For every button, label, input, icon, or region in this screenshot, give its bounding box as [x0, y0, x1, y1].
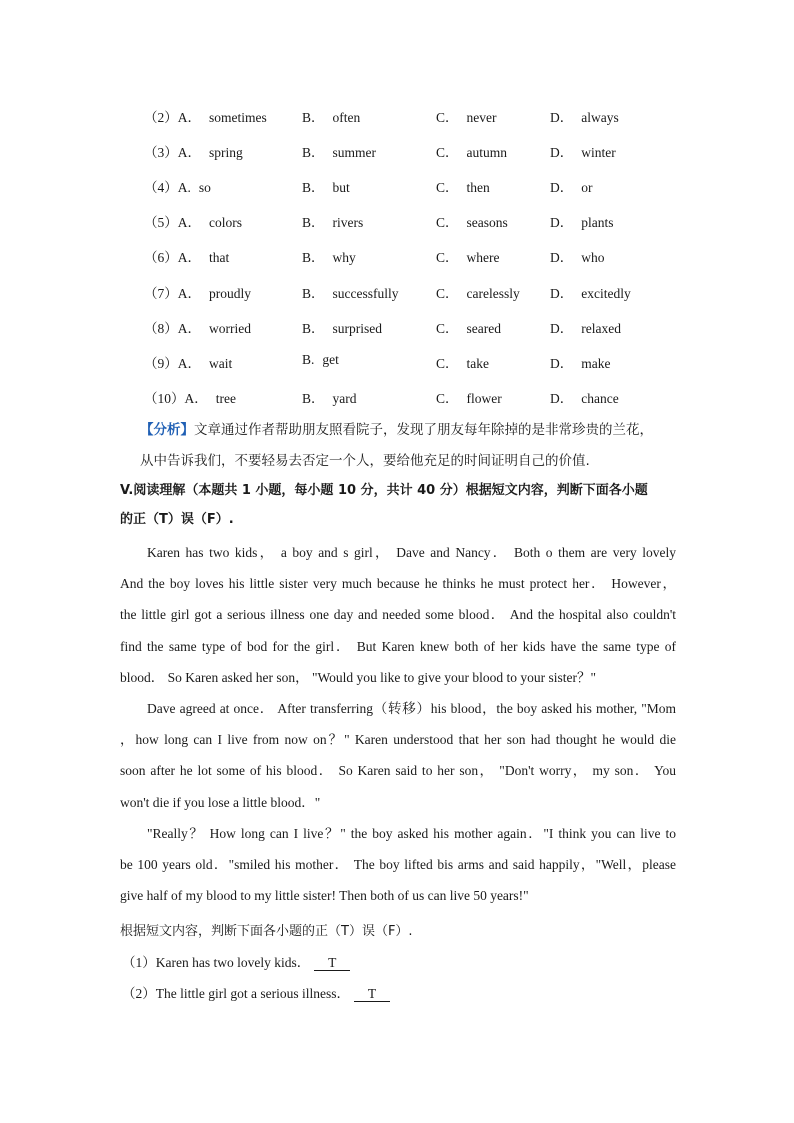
- option-d-text: excitedly: [581, 285, 631, 301]
- option-b-letter: B．: [302, 320, 325, 336]
- option-b-text: yard: [332, 390, 357, 406]
- passage-line: And the boy loves his little sister very much because he thinks he must protect her． However，: [120, 576, 676, 592]
- option-c: [436, 246, 500, 266]
- option-c: [436, 211, 508, 231]
- option-a: [144, 282, 251, 302]
- option-d-letter: D．: [550, 390, 574, 406]
- option-a: [144, 141, 243, 161]
- passage-line: Karen has two kids， a boy and s girl， Dave and Nancy． Both o them are very lovely: [147, 545, 676, 560]
- option-a: [144, 106, 267, 126]
- option-a-letter: （5）A．: [144, 215, 201, 231]
- option-a: [144, 387, 236, 407]
- option-d-letter: D．: [550, 110, 574, 125]
- option-b-text: summer: [332, 145, 377, 161]
- option-a-text: that: [209, 250, 230, 266]
- section-heading-line-2: 的正（T）误（F）.: [120, 512, 234, 527]
- passage-line: blood． So Karen asked her son， "Would you like to give your blood to your sister？": [120, 669, 597, 685]
- question-2: [122, 982, 390, 1002]
- option-c: [436, 387, 502, 407]
- option-c-letter: C．: [436, 320, 459, 336]
- option-d-text: chance: [581, 390, 619, 406]
- option-d-text: winter: [581, 145, 616, 161]
- question-1: [122, 951, 350, 971]
- option-d: [550, 106, 619, 126]
- analysis-tag: 【分析】: [140, 422, 194, 438]
- option-c-text: seared: [466, 320, 501, 336]
- option-b-letter: B.: [302, 351, 315, 367]
- option-b: [302, 387, 357, 407]
- option-a: [144, 176, 211, 196]
- option-c: [436, 317, 501, 337]
- passage-line: the little girl got a serious illness one day and needed some blood． And the hospital also couldn't: [120, 607, 676, 623]
- option-d: [550, 317, 621, 337]
- option-b-text: why: [332, 250, 356, 266]
- option-d-text: relaxed: [581, 320, 621, 336]
- question-text: （2）The little girl got a serious illness．: [122, 986, 350, 1001]
- section-heading: [120, 476, 680, 534]
- option-b-text: surprised: [332, 320, 383, 336]
- passage-line: be 100 years old．"smiled his mother． The boy lifted bis arms and said happily，"Well，please: [120, 857, 676, 873]
- option-d-letter: D．: [550, 250, 574, 266]
- option-b-text: get: [322, 351, 339, 367]
- option-c-letter: C．: [436, 215, 459, 231]
- option-d-text: or: [581, 180, 593, 196]
- option-d: [550, 176, 593, 196]
- passage-line: give half of my blood to my little sister! Then both of us can live 50 years!": [120, 888, 529, 904]
- option-b-letter: B．: [302, 110, 325, 125]
- option-c-letter: C．: [436, 390, 459, 406]
- option-d: [550, 352, 611, 372]
- option-a-letter: （8）A．: [144, 320, 201, 336]
- passage-line: ，how long can I live from now on？" Karen understood that her son had thought he would die: [120, 732, 676, 748]
- option-b-letter: B．: [302, 215, 325, 231]
- question-text: （1）Karen has two lovely kids．: [122, 955, 311, 970]
- option-a-text: spring: [209, 145, 243, 161]
- option-d-text: make: [581, 355, 611, 371]
- option-c-letter: C．: [436, 285, 459, 301]
- analysis-line-1: 文章通过作者帮助朋友照看院子，发现了朋友每年除掉的是非常珍贵的兰花，: [194, 422, 653, 438]
- option-a-text: worried: [209, 320, 251, 336]
- option-d-letter: D．: [550, 215, 574, 231]
- option-b-text: successfully: [332, 285, 399, 301]
- option-c: [436, 141, 507, 161]
- option-b-letter: B．: [302, 250, 325, 266]
- passage-line: soon after he lot some of his blood． So Karen said to her son， "Don't worry， my son． You: [120, 763, 676, 779]
- option-d: [550, 141, 616, 161]
- option-d-letter: D．: [550, 285, 574, 301]
- option-d-text: always: [581, 110, 619, 125]
- option-c-letter: C．: [436, 180, 459, 196]
- option-a-letter: （4）A.: [144, 180, 191, 196]
- option-b-letter: B．: [302, 285, 325, 301]
- option-c-letter: C．: [436, 110, 459, 125]
- option-b-text: rivers: [332, 215, 364, 231]
- option-a-text: so: [198, 180, 211, 196]
- option-b: [302, 317, 382, 337]
- option-d-letter: D．: [550, 145, 574, 161]
- option-a-letter: （2）A．: [144, 110, 201, 125]
- analysis-line-2: 从中告诉我们，不要轻易去否定一个人，要给他充足的时间证明自己的价值.: [140, 453, 590, 469]
- option-b: [302, 176, 350, 196]
- option-d-text: plants: [581, 215, 614, 231]
- option-d-text: who: [581, 250, 605, 266]
- option-b: [302, 246, 356, 266]
- option-a: [144, 246, 229, 266]
- option-c: [436, 176, 490, 196]
- option-a-text: sometimes: [209, 110, 267, 125]
- answer-blank: T: [314, 956, 350, 971]
- option-c-text: carelessly: [466, 285, 520, 301]
- option-c-letter: C．: [436, 145, 459, 161]
- option-a-letter: （9）A．: [144, 355, 201, 371]
- option-c-text: then: [466, 180, 490, 196]
- option-b-letter: B．: [302, 180, 325, 196]
- option-c-text: seasons: [466, 215, 508, 231]
- option-a-letter: （3）A．: [144, 145, 201, 161]
- section-heading-line-1: V.阅读理解（本题共 1 小题，每小题 10 分，共计 40 分）根据短文内容，判断下面各小题: [120, 483, 648, 498]
- option-c-text: autumn: [466, 145, 508, 161]
- option-d: [550, 387, 619, 407]
- option-d-letter: D．: [550, 180, 574, 196]
- option-c-letter: C．: [436, 250, 459, 266]
- answer-blank: T: [354, 987, 390, 1002]
- option-c-text: take: [466, 355, 490, 371]
- option-a-letter: （10）A．: [144, 390, 208, 406]
- option-a-letter: （7）A．: [144, 285, 201, 301]
- option-d-letter: D．: [550, 320, 574, 336]
- passage-line: Dave agreed at once． After transferring（转移）his blood，the boy asked his mother, "Mom: [147, 701, 676, 717]
- option-b: [302, 352, 339, 368]
- option-b: [302, 282, 399, 302]
- option-d: [550, 246, 605, 266]
- option-b: [302, 106, 360, 126]
- option-a: [144, 211, 242, 231]
- option-a: [144, 352, 232, 372]
- option-c-text: where: [466, 250, 500, 266]
- passage-line: "Really？ How long can I live？" the boy asked his mother again．"I think you can live to: [147, 825, 676, 841]
- reading-passage: [120, 537, 676, 911]
- option-c-letter: C．: [436, 355, 459, 371]
- option-a-text: wait: [209, 355, 233, 371]
- option-c-text: never: [466, 110, 497, 125]
- option-b: [302, 141, 376, 161]
- option-b-letter: B．: [302, 390, 325, 406]
- option-c: [436, 106, 497, 126]
- option-c-text: flower: [466, 390, 502, 406]
- option-a-text: tree: [215, 390, 236, 406]
- option-b-text: often: [332, 110, 361, 125]
- option-b: [302, 211, 363, 231]
- option-c: [436, 282, 520, 302]
- option-a-text: proudly: [209, 285, 251, 301]
- option-a-letter: （6）A．: [144, 250, 201, 266]
- passage-line: won't die if you lose a little blood．": [120, 794, 321, 810]
- option-a: [144, 317, 251, 337]
- passage-line: find the same type of bod for the girl． But Karen knew both of her kids have the same type of: [120, 638, 676, 654]
- option-c: [436, 352, 489, 372]
- option-a-text: colors: [209, 215, 242, 231]
- option-b-letter: B．: [302, 145, 325, 161]
- questions-intro: 根据短文内容，判断下面各小题的正（T）误（F）.: [120, 924, 413, 939]
- option-b-text: but: [332, 180, 350, 196]
- option-d-letter: D．: [550, 355, 574, 371]
- option-d: [550, 211, 614, 231]
- option-d: [550, 282, 631, 302]
